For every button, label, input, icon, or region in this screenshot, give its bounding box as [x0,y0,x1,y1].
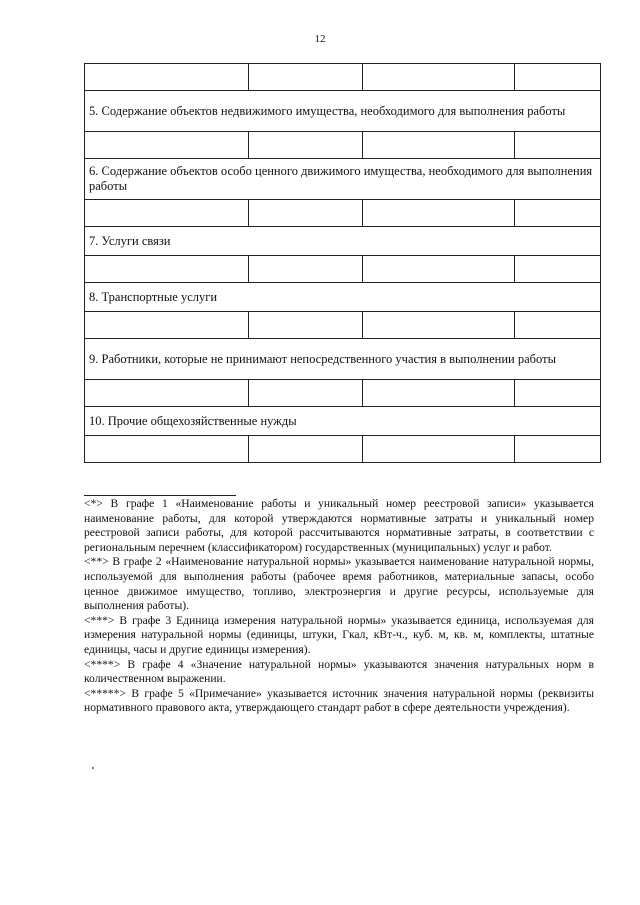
footnote: <*****> В графе 5 «Примечание» указывается источник значения натуральной нормы (реквизиты нормативного правового акта, утверждающего стандарт работ в сфере деятельности учреждения). [84,686,594,715]
table-cell [85,380,249,407]
natural-norms-table [84,63,601,463]
footnote: <***> В графе 3 Единица измерения натуральной нормы» указывается единица, используемая для измерения натуральной нормы (единицы, штуки, Гкал, кВт-ч., куб. м, кв. м, комплекты, штатные единицы, часы и другие единицы измерения). [84,613,594,656]
section-heading: 8. Транспортные услуги [85,283,601,312]
table-cell [85,200,249,227]
table-cell [363,380,515,407]
table-row [85,132,601,159]
table-row [85,64,601,91]
table-cell [249,312,363,339]
section-row [85,91,601,132]
table-cell [249,132,363,159]
table-row [85,256,601,283]
table-row [85,380,601,407]
section-heading: 9. Работники, которые не принимают непосредственного участия в выполнении работы [85,339,601,380]
table-cell [363,132,515,159]
table-cell [249,256,363,283]
table-cell [249,436,363,463]
table-row [85,436,601,463]
table-cell [363,436,515,463]
table-cell [515,436,601,463]
table-cell [363,312,515,339]
footnotes [84,497,594,716]
table-cell [85,132,249,159]
table-cell [85,436,249,463]
table-cell [515,200,601,227]
section-row [85,227,601,256]
table-row [85,312,601,339]
table-cell [515,256,601,283]
section-heading: 5. Содержание объектов недвижимого имущества, необходимого для выполнения работы [85,91,601,132]
footnote: <**> В графе 2 «Наименование натуральной нормы» указывается наименование натуральной нормы, используемой для выполнения работы (рабочее время работников, материальные запасы, особо ценное движимое имущество, топливо, электроэнергия и другие ресурсы, используемые для выполнения работы). [84,555,594,613]
table-cell [515,312,601,339]
table-cell [515,64,601,91]
section-heading: 7. Услуги связи [85,227,601,256]
footnote: <*> В графе 1 «Наименование работы и уникальный номер реестровой записи» указывается наименование работы, для которой утверждаются нормативные затраты и уникальный номер реестровой записи работы, для которой рассчитываются нормативные затраты, в соответствии с региональным перечнем (классификатором) государственных (муниципальных) услуг и работ. [84,497,594,554]
table-row [85,200,601,227]
table-cell [85,64,249,91]
section-row [85,283,601,312]
table-cell [515,132,601,159]
section-row [85,159,601,200]
section-row [85,339,601,380]
table-cell [363,256,515,283]
table-cell [85,312,249,339]
table-cell [363,200,515,227]
scan-speck [92,767,94,769]
section-heading: 10. Прочие общехозяйственные нужды [85,407,601,436]
footnote: <****> В графе 4 «Значение натуральной нормы» указываются значения натуральных норм в количественном выражении. [84,657,594,686]
table-cell [85,256,249,283]
footnote-separator [84,495,236,496]
page-number: 12 [314,33,326,45]
table-cell [249,64,363,91]
table-cell [249,380,363,407]
table-cell [249,200,363,227]
section-row [85,407,601,436]
table-cell [515,380,601,407]
section-heading: 6. Содержание объектов особо ценного движимого имущества, необходимого для выполнения работы [85,159,601,200]
table-cell [363,64,515,91]
